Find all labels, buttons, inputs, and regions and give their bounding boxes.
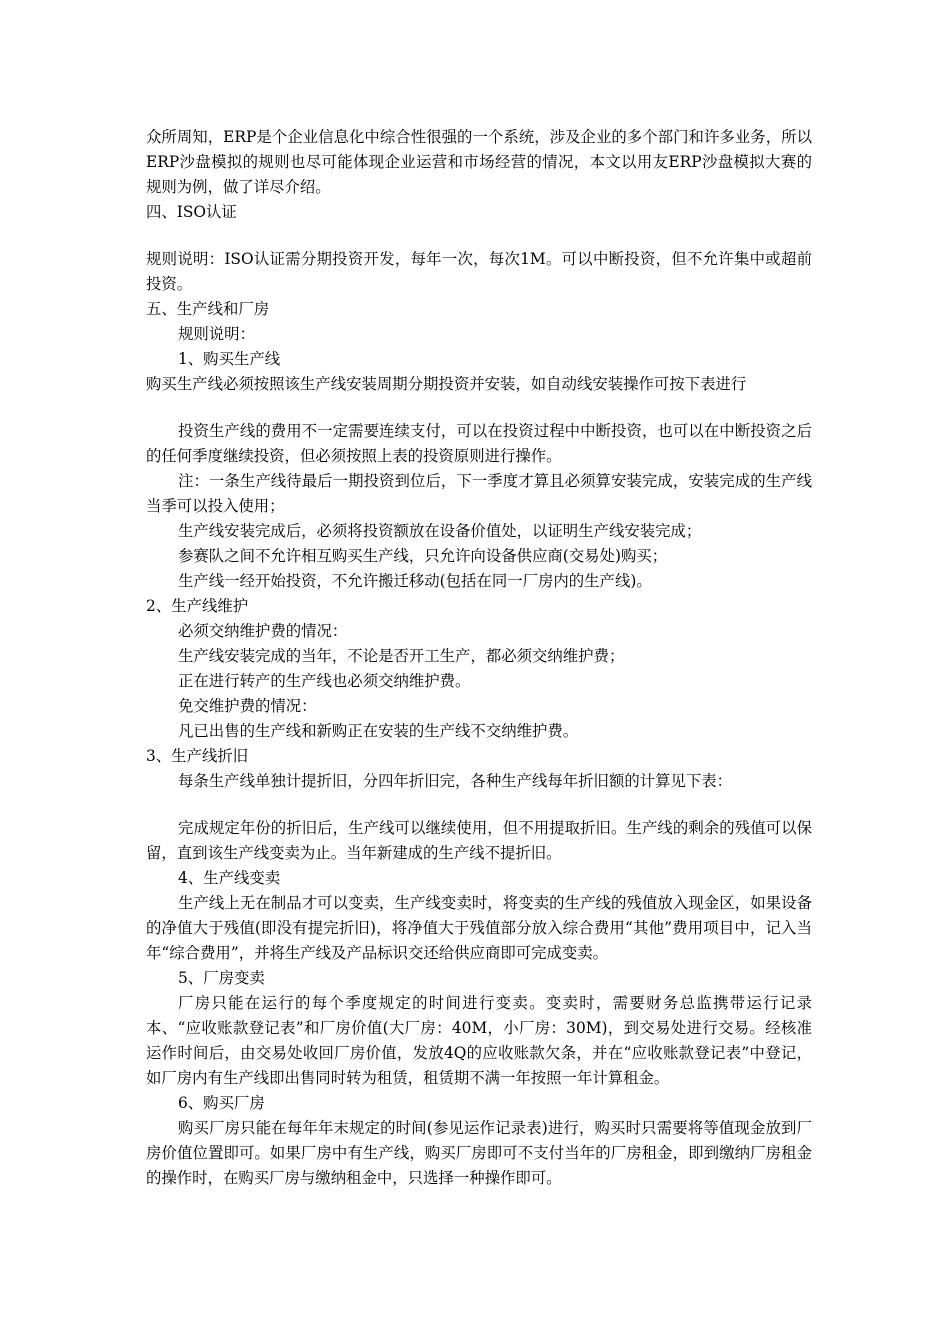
residual-value-paragraph: 完成规定年份的折旧后，生产线可以继续使用，但不用提取折旧。生产线的剩余的残值可以保留，直到该生产线变卖为止。当年新建成的生产线不提折旧。 — [146, 819, 812, 862]
investment-paragraph: 投资生产线的费用不一定需要连续支付，可以在投资过程中中断投资，也可以在中断投资之后的任何季度继续投资，但必须按照上表的投资原则进行操作。 — [146, 422, 812, 465]
blank-line — [146, 225, 812, 247]
blank-line — [146, 794, 812, 816]
relocation-paragraph: 生产线一经开始投资，不允许搬迁移动(包括在同一厂房内的生产线)。 — [178, 572, 652, 590]
section-heading-iso: 四、ISO认证 — [146, 203, 237, 221]
subheading-maintenance: 2、生产线维护 — [146, 597, 249, 615]
buy-plant-paragraph: 购买厂房只能在每年年末规定的时间(参见运作记录表)进行，购买时只需要将等值现金放到厂房价值位置即可。如果厂房中有生产线，购买厂房即可不支付当年的厂房租金，即到缴纳厂房租金的操作时，在购买厂房与缴纳租金中，只选择一种操作即可。 — [146, 1119, 812, 1187]
document-body — [146, 125, 812, 1191]
depreciation-paragraph: 每条生产线单独计提折旧，分四年折旧完，各种生产线每年折旧额的计算见下表： — [178, 772, 733, 790]
rule-label: 规则说明： — [178, 325, 255, 343]
section-heading-production-line: 五、生产线和厂房 — [146, 300, 270, 318]
maintenance-exempt-label: 免交维护费的情况： — [178, 697, 317, 715]
maintenance-required-label: 必须交纳维护费的情况： — [178, 622, 348, 640]
buy-line-paragraph: 购买生产线必须按照该生产线安装周期分期投资并安装，如自动线安装操作可按下表进行 — [146, 375, 747, 393]
subheading-sell-plant: 5、厂房变卖 — [178, 969, 265, 987]
subheading-buy-plant: 6、购买厂房 — [178, 1094, 265, 1112]
blank-line — [146, 397, 812, 419]
subheading-depreciation: 3、生产线折旧 — [146, 747, 249, 765]
sell-line-paragraph: 生产线上无在制品才可以变卖，生产线变卖时，将变卖的生产线的残值放入现金区，如果设备的净值大于残值(即没有提完折旧)，将净值大于残值部分放入综合费用“其他”费用项目中，记入当年“综合费用”，并将生产线及产品标识交还给供应商即可完成变卖。 — [146, 894, 812, 962]
maintenance-exempt-case: 凡已出售的生产线和新购正在安装的生产线不交纳维护费。 — [178, 722, 579, 740]
note-paragraph: 注：一条生产线待最后一期投资到位后，下一季度才算且必须算安装完成，安装完成的生产线当季可以投入使用； — [146, 472, 812, 515]
purchase-rule-paragraph: 参赛队之间不允许相互购买生产线，只允许向设备供应商(交易处)购买； — [178, 547, 668, 565]
intro-paragraph: 众所周知，ERP是个企业信息化中综合性很强的一个系统，涉及企业的多个部门和许多业务，所以ERP沙盘模拟的规则也尽可能体现企业运营和市场经营的情况，本文以用友ERP沙盘模拟大赛的规则为例，做了详尽介绍。 — [146, 128, 812, 196]
iso-rule-paragraph: 规则说明：ISO认证需分期投资开发，每年一次，每次1M。可以中断投资，但不允许集中或超前投资。 — [146, 250, 812, 293]
subheading-buy-line: 1、购买生产线 — [178, 350, 281, 368]
installation-paragraph: 生产线安装完成后，必须将投资额放在设备价值处，以证明生产线安装完成； — [178, 522, 702, 540]
sell-plant-paragraph: 厂房只能在运行的每个季度规定的时间进行变卖。变卖时，需要财务总监携带运行记录本、“应收账款登记表”和厂房价值(大厂房：40M，小厂房：30M)，到交易处进行交易。经核准运作时间后，由交易处收回厂房价值，发放4Q的应收账款欠条，并在“应收账款登记表”中登记，如厂房内有生产线即出售同时转为租赁，租赁期不满一年按照一年计算租金。 — [146, 994, 812, 1087]
subheading-sell-line: 4、生产线变卖 — [178, 869, 281, 887]
maintenance-case-1: 生产线安装完成的当年，不论是否开工生产，都必须交纳维护费； — [178, 647, 625, 665]
maintenance-case-2: 正在进行转产的生产线也必须交纳维护费。 — [178, 672, 471, 690]
